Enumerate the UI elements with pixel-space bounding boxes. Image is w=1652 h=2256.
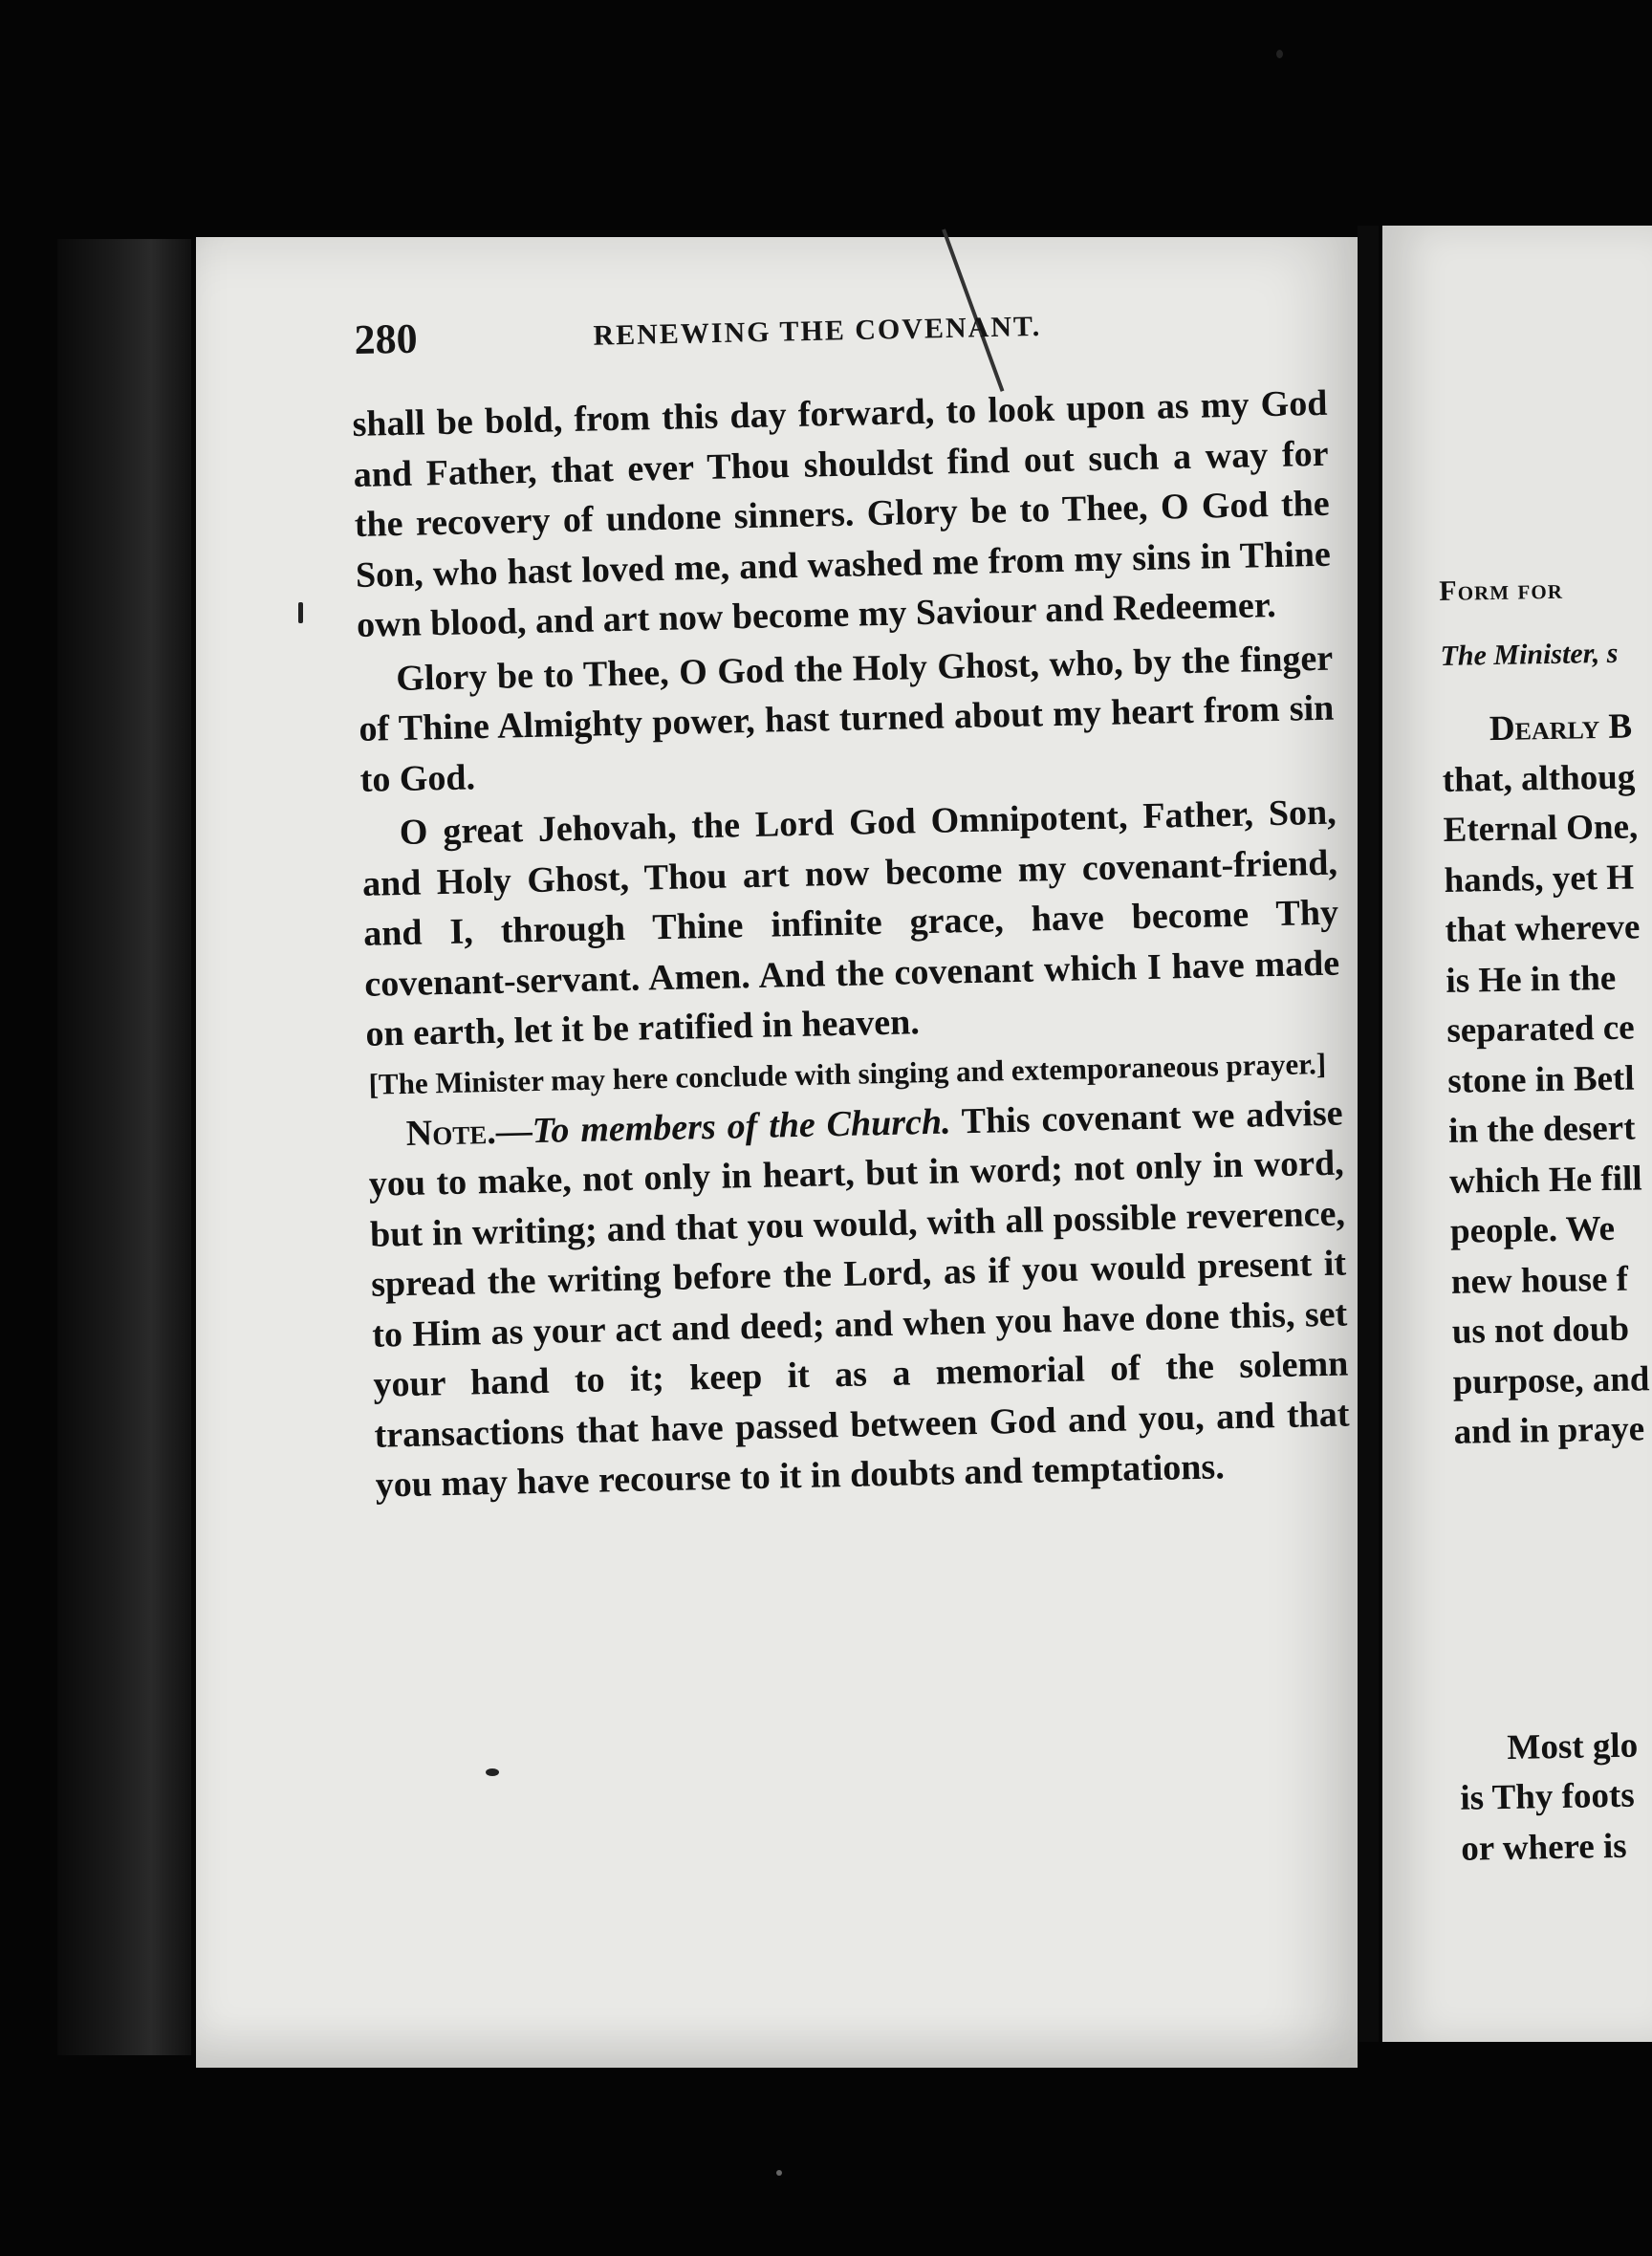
right-page-lines	[1441, 702, 1652, 1459]
left-page-text	[352, 379, 1351, 1510]
right-line: people. We	[1449, 1208, 1616, 1251]
book-gutter	[1358, 226, 1379, 2042]
right-line: that whereve	[1445, 907, 1641, 950]
note-dash: —	[495, 1110, 533, 1152]
note-body: This covenant we advise you to make, not only in heart, but in word; not only in word, but in writing; and that you would, with all possible reverence, spread the writing before the Lord, as if you would present it to Him as your act and deed; and when you have done this, set your hand to it; keep it as a memorial of the solemn transactions that have passed between God and you, and that you may have recourse to it in doubts and temptations.	[368, 1093, 1350, 1506]
header-title: RENEWING THE COVENANT.	[593, 310, 1042, 352]
right-page-heading: Form for	[1439, 573, 1564, 607]
ink-speck	[776, 2170, 782, 2176]
right-line: separated ce	[1446, 1008, 1635, 1051]
right-line: purpose, and	[1452, 1358, 1650, 1402]
note-italic-lead: To members of the Church.	[532, 1101, 951, 1151]
right-line: is He in the	[1446, 958, 1617, 1001]
ink-speck	[486, 1768, 499, 1776]
right-line: or where is	[1460, 1826, 1627, 1869]
right-line: that, althoug	[1442, 756, 1636, 800]
right-line: hands, yet H	[1444, 857, 1635, 900]
right-line: Dearly B	[1489, 706, 1633, 749]
page-number: 280	[354, 315, 419, 363]
right-line: Eternal One,	[1443, 807, 1639, 850]
right-page-lower-lines	[1459, 1720, 1652, 1875]
right-page-text	[1439, 568, 1652, 1875]
paragraph-3: O great Jehovah, the Lord God Omnipotent, Father, Son, and Holy Ghost, Thou art now become my covenant-friend, and I, through Thine infinite grace, have become Thy covenant-servant. Amen. And the covenant which I have made on earth, let it be ratified in heaven.	[361, 792, 1340, 1054]
ink-speck	[298, 602, 303, 623]
book-spine-shadow	[57, 239, 191, 2055]
right-page-rubric: The Minister, s	[1440, 637, 1619, 672]
right-line: and in praye	[1453, 1409, 1645, 1452]
right-line: is Thy foots	[1460, 1775, 1636, 1818]
right-line: in the desert	[1447, 1108, 1636, 1151]
paragraph-2: Glory be to Thee, O God the Holy Ghost, who, by the finger of Thine Almighty power, hast turned about my heart from sin to God.	[359, 638, 1335, 800]
ink-speck	[1276, 50, 1283, 58]
note-paragraph	[367, 1088, 1351, 1510]
right-line: stone in Betl	[1446, 1058, 1635, 1101]
rubric-instruction: [The Minister may here conclude with singing and extemporaneous prayer.]	[368, 1046, 1327, 1101]
note-label: Note.	[405, 1111, 497, 1154]
right-line: us not doub	[1451, 1309, 1630, 1352]
right-line: which He fill	[1448, 1158, 1642, 1202]
right-line: Most glo	[1507, 1725, 1639, 1768]
paragraph-1: shall be bold, from this day forward, to look upon as my God and Father, that ever Thou shouldst find out such a way for the recovery of undone sinners. Glory be to Thee, O God the Son, who hast loved me, and washed me from my sins in Thine own blood, and art now become my Saviour and Redeemer.	[352, 382, 1332, 645]
right-line: new house f	[1450, 1259, 1629, 1302]
